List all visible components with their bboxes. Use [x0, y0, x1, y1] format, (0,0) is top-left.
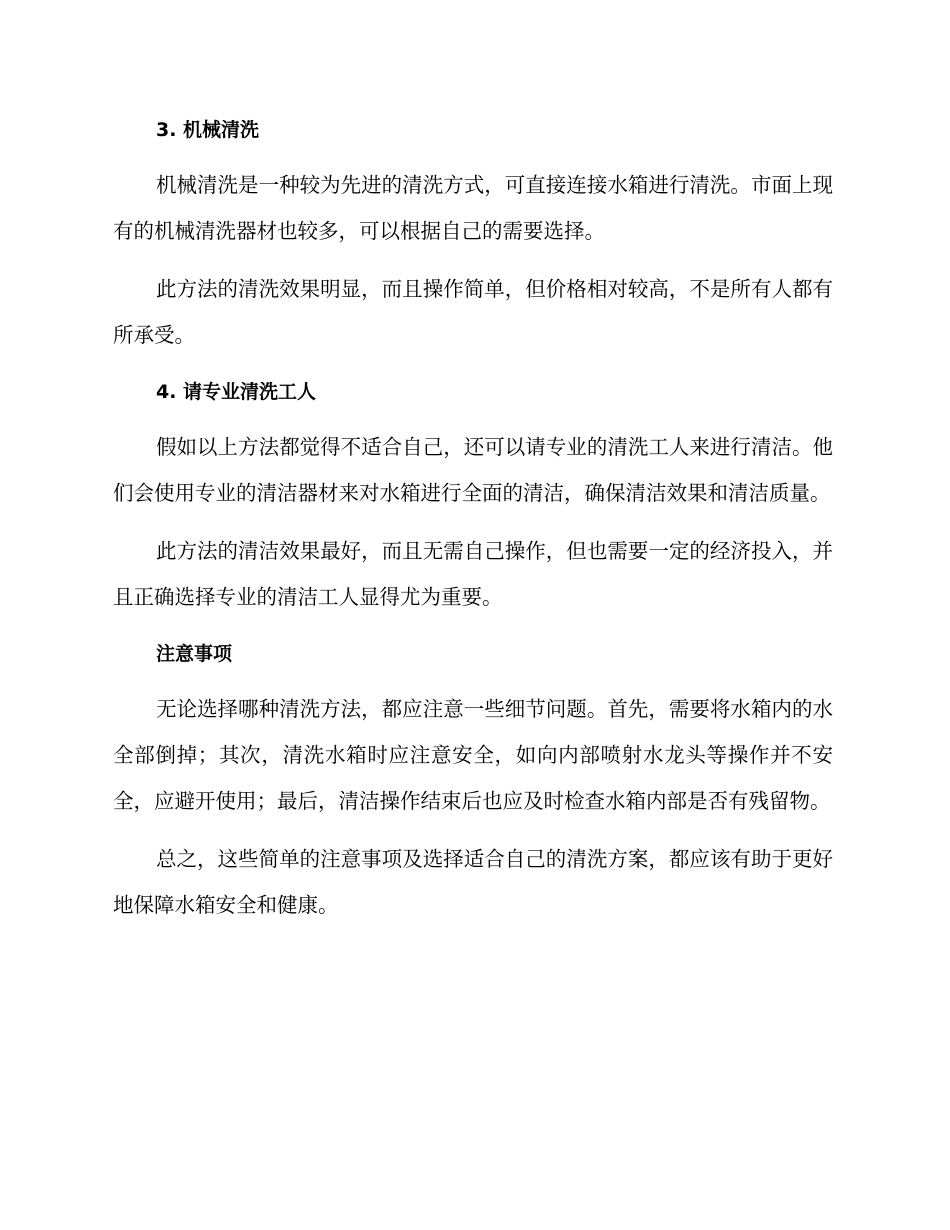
section-heading-precautions: 注意事项 — [156, 643, 233, 665]
section-heading-professional-cleaners: 4. 请专业清洗工人 — [156, 381, 317, 403]
paragraph: 此方法的清洗效果明显，而且操作简单，但价格相对较高，不是所有人都有所承受。 — [113, 277, 833, 347]
section-heading-mechanical-cleaning: 3. 机械清洗 — [156, 119, 260, 141]
paragraph: 无论选择哪种清洗方法，都应注意一些细节问题。首先，需要将水箱内的水全部倒掉；其次，清洗水箱时应注意安全，如向内部喷射水龙头等操作并不安全，应避开使用；最后，清洁操作结束后也应及时检查水箱内部是否有残留物。 — [113, 697, 833, 813]
paragraph: 此方法的清洁效果最好，而且无需自己操作，但也需要一定的经济投入，并且正确选择专业的清洁工人显得尤为重要。 — [113, 539, 833, 609]
paragraph: 机械清洗是一种较为先进的清洗方式，可直接连接水箱进行清洗。市面上现有的机械清洗器材也较多，可以根据自己的需要选择。 — [113, 173, 833, 243]
document-body — [113, 108, 833, 928]
paragraph: 假如以上方法都觉得不适合自己，还可以请专业的清洗工人来进行清洁。他们会使用专业的清洁器材来对水箱进行全面的清洁，确保清洁效果和清洁质量。 — [113, 435, 833, 505]
paragraph: 总之，这些简单的注意事项及选择适合自己的清洗方案，都应该有助于更好地保障水箱安全和健康。 — [113, 847, 833, 917]
